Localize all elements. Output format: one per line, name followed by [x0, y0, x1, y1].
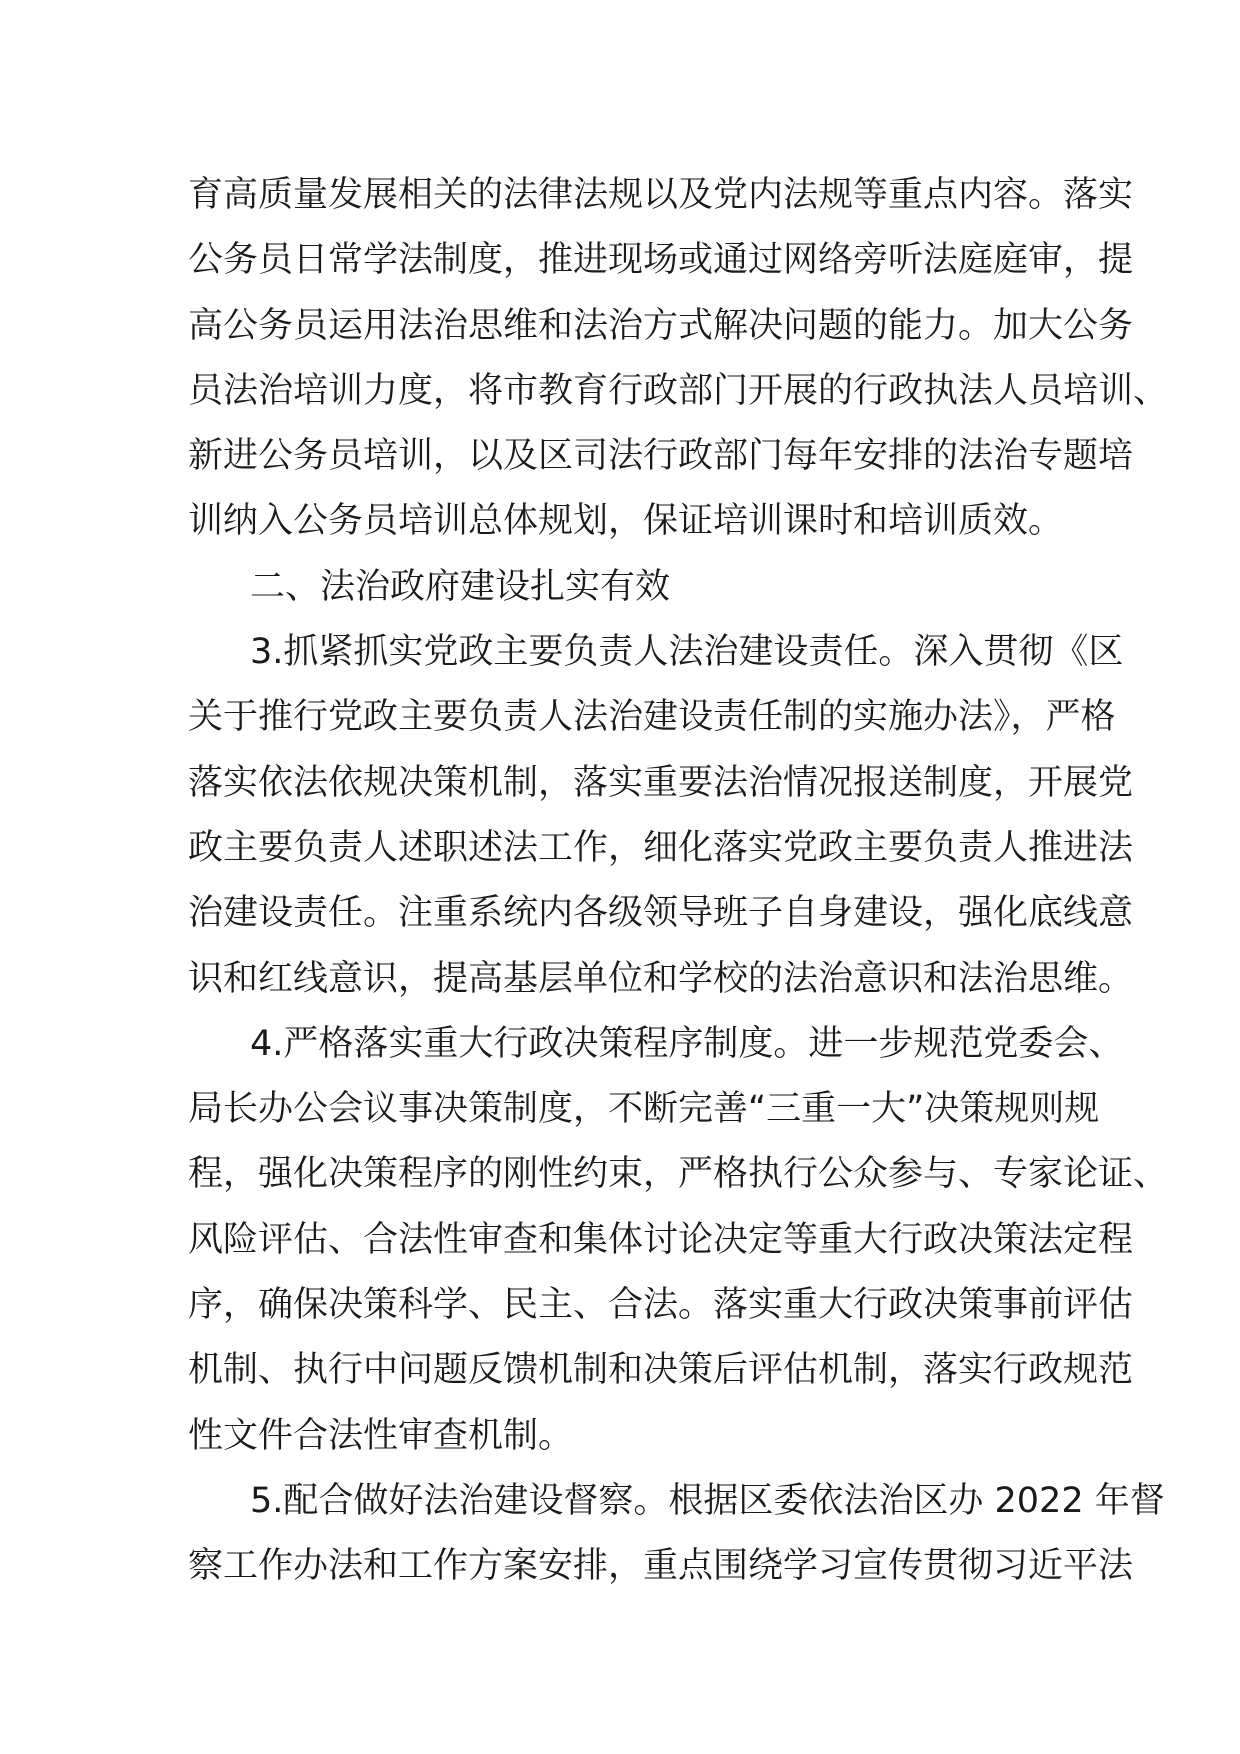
text-line-4: 员法治培训力度，将市教育行政部门开展的行政执法人员培训、 [188, 370, 1169, 411]
item-4-heading-line: 4.严格落实重大行政决策程序制度。进一步规范党委会、 [250, 1023, 1124, 1064]
item-3-heading-line: 3.抓紧抓实党政主要负责人法治建设责任。深入贯彻《区 [250, 632, 1124, 673]
text-line-12: 治建设责任。注重系统内各级领导班子自身建设，强化底线意 [188, 893, 1134, 934]
text-line-10: 落实依法依规决策机制，落实重要法治情况报送制度，开展党 [188, 762, 1134, 803]
text-line-22: 察工作办法和工作方案安排，重点围绕学习宣传贯彻习近平法 [188, 1546, 1134, 1587]
text-line-16: 程，强化决策程序的刚性约束，严格执行公众参与、专家论证、 [188, 1154, 1169, 1195]
text-line-11: 政主要负责人述职述法工作，细化落实党政主要负责人推进法 [188, 827, 1134, 868]
text-line-13: 识和红线意识，提高基层单位和学校的法治意识和法治思维。 [188, 958, 1134, 999]
text-line-6: 训纳入公务员培训总体规划，保证培训课时和培训质效。 [188, 501, 1064, 542]
text-line-18: 序，确保决策科学、民主、合法。落实重大行政决策事前评估 [188, 1285, 1134, 1326]
text-line-9: 关于推行党政主要负责人法治建设责任制的实施办法》，严格 [188, 697, 1116, 738]
item-5-heading-line: 5.配合做好法治建设督察。根据区委依法治区办 2022 年督 [250, 1480, 1165, 1521]
document-body [188, 163, 1169, 1600]
text-line-17: 风险评估、合法性审查和集体讨论决定等重大行政决策法定程 [188, 1219, 1134, 1260]
section-heading: 二、法治政府建设扎实有效 [250, 566, 671, 607]
text-line-2: 公务员日常学法制度，推进现场或通过网络旁听法庭庭审，提 [188, 240, 1134, 281]
text-line-3: 高公务员运用法治思维和法治方式解决问题的能力。加大公务 [188, 305, 1134, 346]
text-line-19: 机制、执行中问题反馈机制和决策后评估机制，落实行政规范 [188, 1350, 1134, 1391]
text-line-5: 新进公务员培训，以及区司法行政部门每年安排的法治专题培 [188, 436, 1134, 477]
text-line-20: 性文件合法性审查机制。 [188, 1415, 574, 1456]
text-line-15: 局长办公会议事决策制度，不断完善“三重一大”决策规则规 [188, 1089, 1100, 1130]
text-line-1: 育高质量发展相关的法律法规以及党内法规等重点内容。落实 [188, 175, 1134, 215]
